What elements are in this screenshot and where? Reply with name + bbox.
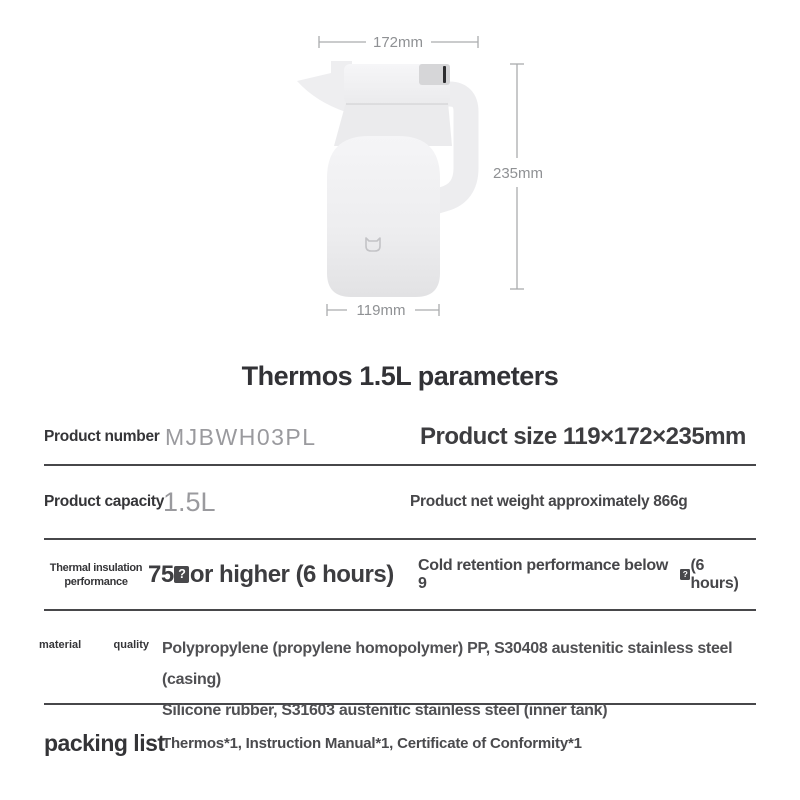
- material-line1: Polypropylene (propylene homopolymer) PP, S30408 austenitic stainless steel (casing): [162, 640, 733, 688]
- material-line2: Silicone rubber, S31603 austenitic stainless steel (inner tank): [162, 702, 608, 719]
- dim-label-width-bottom: 119mm: [356, 302, 406, 319]
- product-size-value: Product size 119×172×235mm: [420, 423, 746, 450]
- table-row-material: [39, 611, 756, 719]
- row-label: packing list: [44, 729, 165, 756]
- label-word2: quality: [113, 639, 149, 651]
- missing-glyph-icon: ?: [174, 566, 189, 582]
- value-text: 1.5L: [163, 486, 216, 517]
- thermos-illustration: [0, 0, 800, 340]
- thermal-label: [50, 561, 142, 589]
- value-text: or higher (6 hours): [189, 560, 394, 588]
- label-line1: Thermal insulation: [49, 561, 143, 574]
- table-row-product-number: [44, 410, 756, 466]
- cold-retention-value: [418, 540, 756, 609]
- value-text: (6 hours): [690, 556, 739, 592]
- label-line2: performance: [64, 575, 128, 588]
- table-row-product-capacity: [44, 466, 756, 540]
- row-label: [44, 540, 148, 609]
- section-title: Thermos 1.5L parameters: [241, 361, 559, 391]
- dim-label-width-top: 172mm: [372, 34, 424, 51]
- row-label: [39, 639, 149, 651]
- table-row-thermal-insulation: [44, 540, 756, 611]
- row-label: Product number: [44, 428, 160, 445]
- thermos-spout: [297, 61, 352, 112]
- label-word1: material: [39, 639, 82, 651]
- product-number-value: [165, 410, 317, 464]
- value-text: Cold retention performance below 9: [418, 556, 668, 592]
- value-text: MJBWH03PL: [165, 423, 317, 450]
- value-text: 75: [148, 560, 174, 588]
- lid-button-slit: [443, 66, 446, 83]
- heat-retention-value: [148, 540, 394, 609]
- row-label: Product capacity: [44, 493, 165, 510]
- spec-table: [39, 410, 756, 781]
- packing-list-value: Thermos*1, Instruction Manual*1, Certificate of Conformity*1: [162, 734, 582, 752]
- net-weight-value: Product net weight approximately 866g: [410, 493, 688, 510]
- table-row-packing-list: [44, 705, 756, 781]
- missing-glyph-icon: ?: [680, 569, 690, 580]
- product-capacity-value: [163, 466, 216, 538]
- thermos-body: [327, 136, 440, 297]
- dim-label-height: 235mm: [492, 165, 544, 182]
